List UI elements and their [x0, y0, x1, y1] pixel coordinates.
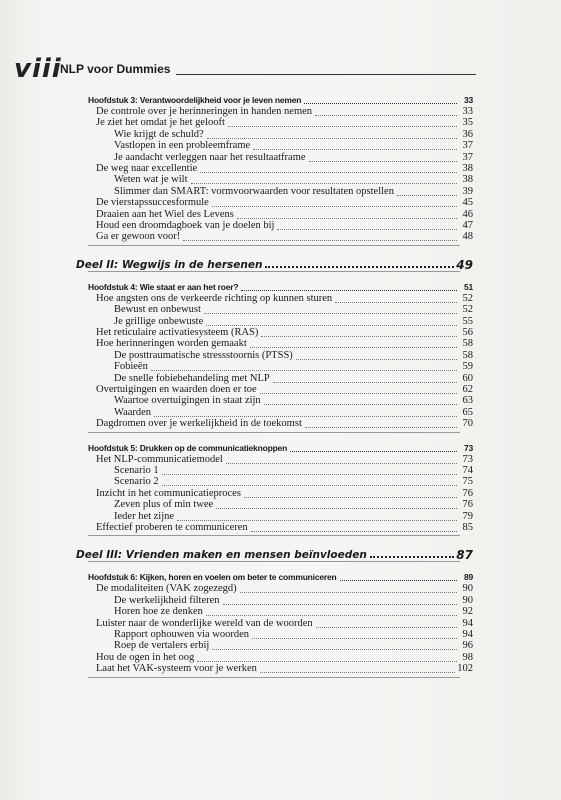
dot-leader	[315, 114, 457, 116]
toc-entry-page: 33	[462, 106, 473, 117]
dot-leader	[397, 194, 457, 196]
chapter-heading[interactable]	[88, 442, 473, 454]
dot-leader	[250, 346, 457, 348]
toc-entry-page: 90	[462, 583, 473, 595]
dot-leader	[212, 648, 457, 650]
toc-entry-page: 55	[462, 315, 473, 327]
dot-leader	[265, 265, 454, 268]
toc-entry-page: 76	[462, 487, 473, 499]
toc-entry-title: De weg naar excellentie	[96, 163, 198, 174]
toc-entry-title: Het reticulaire activatiesysteem (RAS)	[96, 327, 259, 338]
dot-leader	[200, 171, 457, 173]
toc-entry[interactable]	[96, 327, 473, 339]
toc-entry[interactable]	[96, 117, 473, 129]
dot-leader	[253, 148, 457, 150]
part-heading[interactable]	[76, 259, 473, 271]
toc-entry[interactable]	[96, 522, 473, 534]
toc-entry-page: 47	[462, 220, 473, 231]
dot-leader	[177, 519, 457, 521]
toc-entry-page: 59	[462, 361, 473, 373]
dot-leader	[273, 381, 457, 383]
toc-entry-page: 94	[462, 629, 473, 640]
dot-leader	[260, 671, 455, 673]
toc-entry-page: 74	[462, 465, 473, 476]
section-divider	[88, 271, 460, 272]
toc-entry-page: 38	[462, 174, 473, 186]
toc-entry-title: De werkelijkheid filteren	[114, 594, 220, 606]
toc-entry-page: 96	[462, 640, 473, 652]
chapter-heading-title: Hoofdstuk 5: Drukken op de communicatieknoppen	[88, 442, 288, 453]
chapter-heading-page: 73	[463, 442, 473, 453]
toc-entry-page: 92	[462, 606, 473, 618]
toc-entry[interactable]	[114, 511, 473, 523]
toc-entry-title: Vastlopen in een probleemframe	[114, 140, 251, 152]
toc-entry[interactable]	[96, 618, 473, 630]
dot-leader	[370, 555, 454, 558]
toc-entry-title: Luister naar de wonderlijke wereld van de woorden	[96, 617, 313, 629]
toc-entry[interactable]	[96, 454, 473, 466]
toc-entry-page: 58	[462, 349, 473, 361]
toc-entry[interactable]	[114, 395, 473, 407]
dot-leader	[290, 450, 457, 452]
toc-entry[interactable]	[96, 293, 473, 305]
dot-leader	[183, 239, 457, 241]
dot-leader	[216, 507, 457, 509]
dot-leader	[151, 369, 457, 371]
toc-entry-page: 79	[462, 510, 473, 522]
toc-entry-title: Overtuigingen en waarden doen er toe	[96, 384, 257, 395]
toc-entry-page: 37	[462, 151, 473, 163]
part-heading-title: Deel II: Wegwijs in de hersenen	[76, 258, 263, 271]
dot-leader	[191, 182, 457, 184]
toc-entry-page: 75	[462, 476, 473, 488]
dot-leader	[252, 637, 457, 639]
toc-entry[interactable]	[114, 629, 473, 641]
toc-entry-page: 52	[462, 292, 473, 304]
toc-entry-title: De posttraumatische stressstoornis (PTSS)	[114, 349, 293, 361]
toc-entry[interactable]	[96, 488, 473, 500]
dot-leader	[309, 160, 457, 162]
dot-leader	[264, 403, 457, 405]
chapter-heading-title: Hoofdstuk 6: Kijken, horen en voelen om beter te communiceren	[88, 572, 337, 583]
chapter-heading-title: Hoofdstuk 4: Wie staat er aan het roer?	[88, 281, 239, 292]
toc-entry[interactable]	[114, 606, 473, 618]
dot-leader	[226, 462, 457, 464]
toc-entry[interactable]	[114, 350, 473, 362]
toc-entry-title: Zeven plus of min twee	[114, 499, 214, 511]
dot-leader	[223, 603, 457, 605]
toc-entry-page: 90	[462, 594, 473, 606]
dot-leader	[207, 137, 457, 139]
toc-entry-page: 52	[462, 304, 473, 316]
toc-entry-page: 56	[462, 327, 473, 338]
part-heading-page: 49	[456, 257, 473, 272]
toc-entry-title: De modaliteiten (VAK zogezegd)	[96, 583, 237, 595]
chapter-heading-title: Hoofdstuk 3: Verantwoordelijkheid voor je leven nemen	[88, 95, 302, 105]
toc-entry-title: Weten wat je wilt	[114, 174, 188, 186]
dot-leader	[212, 205, 457, 207]
dot-leader	[304, 102, 457, 104]
toc-entry-page: 73	[462, 453, 473, 465]
dot-leader	[261, 335, 457, 337]
toc-entry-page: 70	[462, 418, 473, 430]
dot-leader	[340, 579, 457, 581]
toc-entry[interactable]	[114, 465, 473, 477]
dot-leader	[206, 324, 457, 326]
toc-entry[interactable]	[114, 304, 473, 316]
toc-entry-page: 36	[462, 128, 473, 140]
toc-entry-title: Je grillige onbewuste	[114, 315, 204, 327]
toc-entry-page: 46	[462, 208, 473, 220]
dot-leader	[316, 626, 457, 628]
toc-entry[interactable]	[96, 384, 473, 396]
toc-entry-title: Slimmer dan SMART: vormvoorwaarden voor resultaten opstellen	[114, 185, 394, 197]
dot-leader	[241, 289, 457, 291]
dot-leader	[335, 301, 457, 303]
toc-entry-title: Ga er gewoon voor!	[96, 231, 181, 243]
dot-leader	[228, 125, 457, 127]
toc-entry[interactable]	[96, 338, 473, 350]
toc-entry[interactable]	[114, 186, 473, 198]
toc-entry[interactable]	[96, 652, 473, 664]
book-title: NLP voor Dummies	[60, 62, 171, 76]
toc-entry-title: Rapport ophouwen via woorden	[114, 629, 250, 640]
dot-leader	[162, 473, 457, 475]
section-divider	[88, 432, 460, 433]
part-heading-page: 87	[456, 548, 473, 563]
toc-entry[interactable]	[96, 197, 473, 209]
toc-entry[interactable]	[114, 316, 473, 328]
toc-entry-title: Roep de vertalers erbij	[114, 640, 210, 652]
toc-entry-title: Effectief proberen te communiceren	[96, 522, 248, 533]
toc-entry[interactable]	[114, 373, 473, 385]
toc-entry[interactable]	[96, 663, 473, 675]
toc-entry-page: 102	[457, 663, 473, 675]
toc-entry[interactable]	[114, 595, 473, 607]
toc-entry-title: Je aandacht verleggen naar het resultaatframe	[114, 151, 306, 163]
toc-entry-page: 62	[462, 384, 473, 395]
toc-entry-title: Draaien aan het Wiel des Levens	[96, 208, 234, 220]
dot-leader	[197, 660, 457, 662]
dot-leader	[204, 312, 457, 314]
toc-entry-page: 39	[462, 185, 473, 197]
toc-entry-page: 45	[462, 197, 473, 209]
toc-entry-title: De vierstapssuccesformule	[96, 197, 209, 209]
section-divider	[88, 245, 460, 246]
toc-entry-title: Waarden	[114, 406, 152, 418]
dot-leader	[162, 484, 457, 486]
dot-leader	[244, 496, 457, 498]
toc-entry-page: 98	[462, 651, 473, 663]
chapter-heading-page: 33	[463, 95, 473, 105]
part-heading-title: Deel III: Vrienden maken en mensen beïnvloeden	[76, 549, 367, 562]
toc-entry-title: Scenario 2	[114, 476, 159, 488]
chapter-heading[interactable]	[88, 94, 473, 106]
toc-entry-title: Horen hoe ze denken	[114, 606, 203, 618]
dot-leader	[237, 217, 457, 219]
toc-entry-page: 85	[462, 522, 473, 533]
toc-entry-title: Fobieën	[114, 361, 148, 373]
dot-leader	[260, 392, 457, 394]
toc-entry[interactable]	[96, 231, 473, 243]
toc-entry-title: Waartoe overtuigingen in staat zijn	[114, 395, 261, 407]
toc-entry-title: Het NLP-communicatiemodel	[96, 453, 223, 465]
toc-entry-title: Wie krijgt de schuld?	[114, 128, 204, 140]
toc-entry-title: Inzicht in het communicatieproces	[96, 487, 241, 499]
toc-entry-page: 76	[462, 499, 473, 511]
toc-entry[interactable]	[96, 163, 473, 175]
chapter-heading[interactable]	[88, 281, 473, 293]
toc-entry[interactable]	[114, 499, 473, 511]
toc-entry-page: 37	[462, 140, 473, 152]
toc-entry[interactable]	[96, 418, 473, 430]
toc-entry[interactable]	[96, 220, 473, 232]
chapter-heading[interactable]	[88, 571, 473, 583]
toc-entry-page: 94	[462, 617, 473, 629]
toc-entry[interactable]	[96, 106, 473, 118]
toc-entry[interactable]	[114, 407, 473, 419]
toc-entry[interactable]	[114, 152, 473, 164]
dot-leader	[240, 591, 457, 593]
toc-entry-title: Bewust en onbewust	[114, 304, 201, 316]
toc-entry[interactable]	[114, 361, 473, 373]
toc-entry-title: Je ziet het omdat je het gelooft	[96, 117, 225, 129]
toc-entry-title: De controle over je herinneringen in handen nemen	[96, 106, 313, 117]
chapter-heading-page: 89	[463, 572, 473, 583]
toc-entry-page: 35	[462, 117, 473, 129]
toc-entry[interactable]	[96, 209, 473, 221]
section-divider	[88, 535, 460, 536]
part-heading[interactable]	[76, 549, 473, 561]
dot-leader	[277, 228, 457, 230]
chapter-heading-page: 51	[463, 281, 473, 292]
dot-leader	[206, 614, 457, 616]
toc-entry[interactable]	[114, 174, 473, 186]
toc-entry-page: 38	[462, 163, 473, 174]
toc-entry-page: 65	[462, 406, 473, 418]
toc-entry-title: Houd een droomdagboek van je doelen bij	[96, 220, 275, 231]
dot-leader	[154, 415, 457, 417]
toc-entry-page: 58	[462, 338, 473, 350]
toc-entry-title: Ieder het zijne	[114, 510, 175, 522]
toc-entry-page: 60	[462, 372, 473, 384]
toc-entry-page: 63	[462, 395, 473, 407]
toc-entry[interactable]	[114, 640, 473, 652]
dot-leader	[296, 358, 457, 360]
section-divider	[88, 561, 460, 562]
toc-entry-title: Scenario 1	[114, 465, 159, 476]
toc-entry[interactable]	[114, 476, 473, 488]
dot-leader	[251, 530, 457, 532]
section-divider	[88, 677, 460, 678]
toc-entry-title: Hoe angsten ons de verkeerde richting op kunnen sturen	[96, 292, 333, 304]
toc-entry-title: Hoe herinneringen worden gemaakt	[96, 338, 247, 350]
toc-entry-title: Hou de ogen in het oog	[96, 651, 195, 663]
toc-entry-title: Dagdromen over je werkelijkheid in de toekomst	[96, 418, 302, 430]
page-number: viii	[14, 54, 62, 84]
toc-entry[interactable]	[114, 140, 473, 152]
toc-entry[interactable]	[114, 129, 473, 141]
toc-entry[interactable]	[96, 583, 473, 595]
toc-entry-title: Laat het VAK-systeem voor je werken	[96, 663, 257, 675]
dot-leader	[305, 426, 457, 428]
toc-entry-page: 48	[462, 231, 473, 243]
toc-entry-title: De snelle fobiebehandeling met NLP	[114, 372, 270, 384]
